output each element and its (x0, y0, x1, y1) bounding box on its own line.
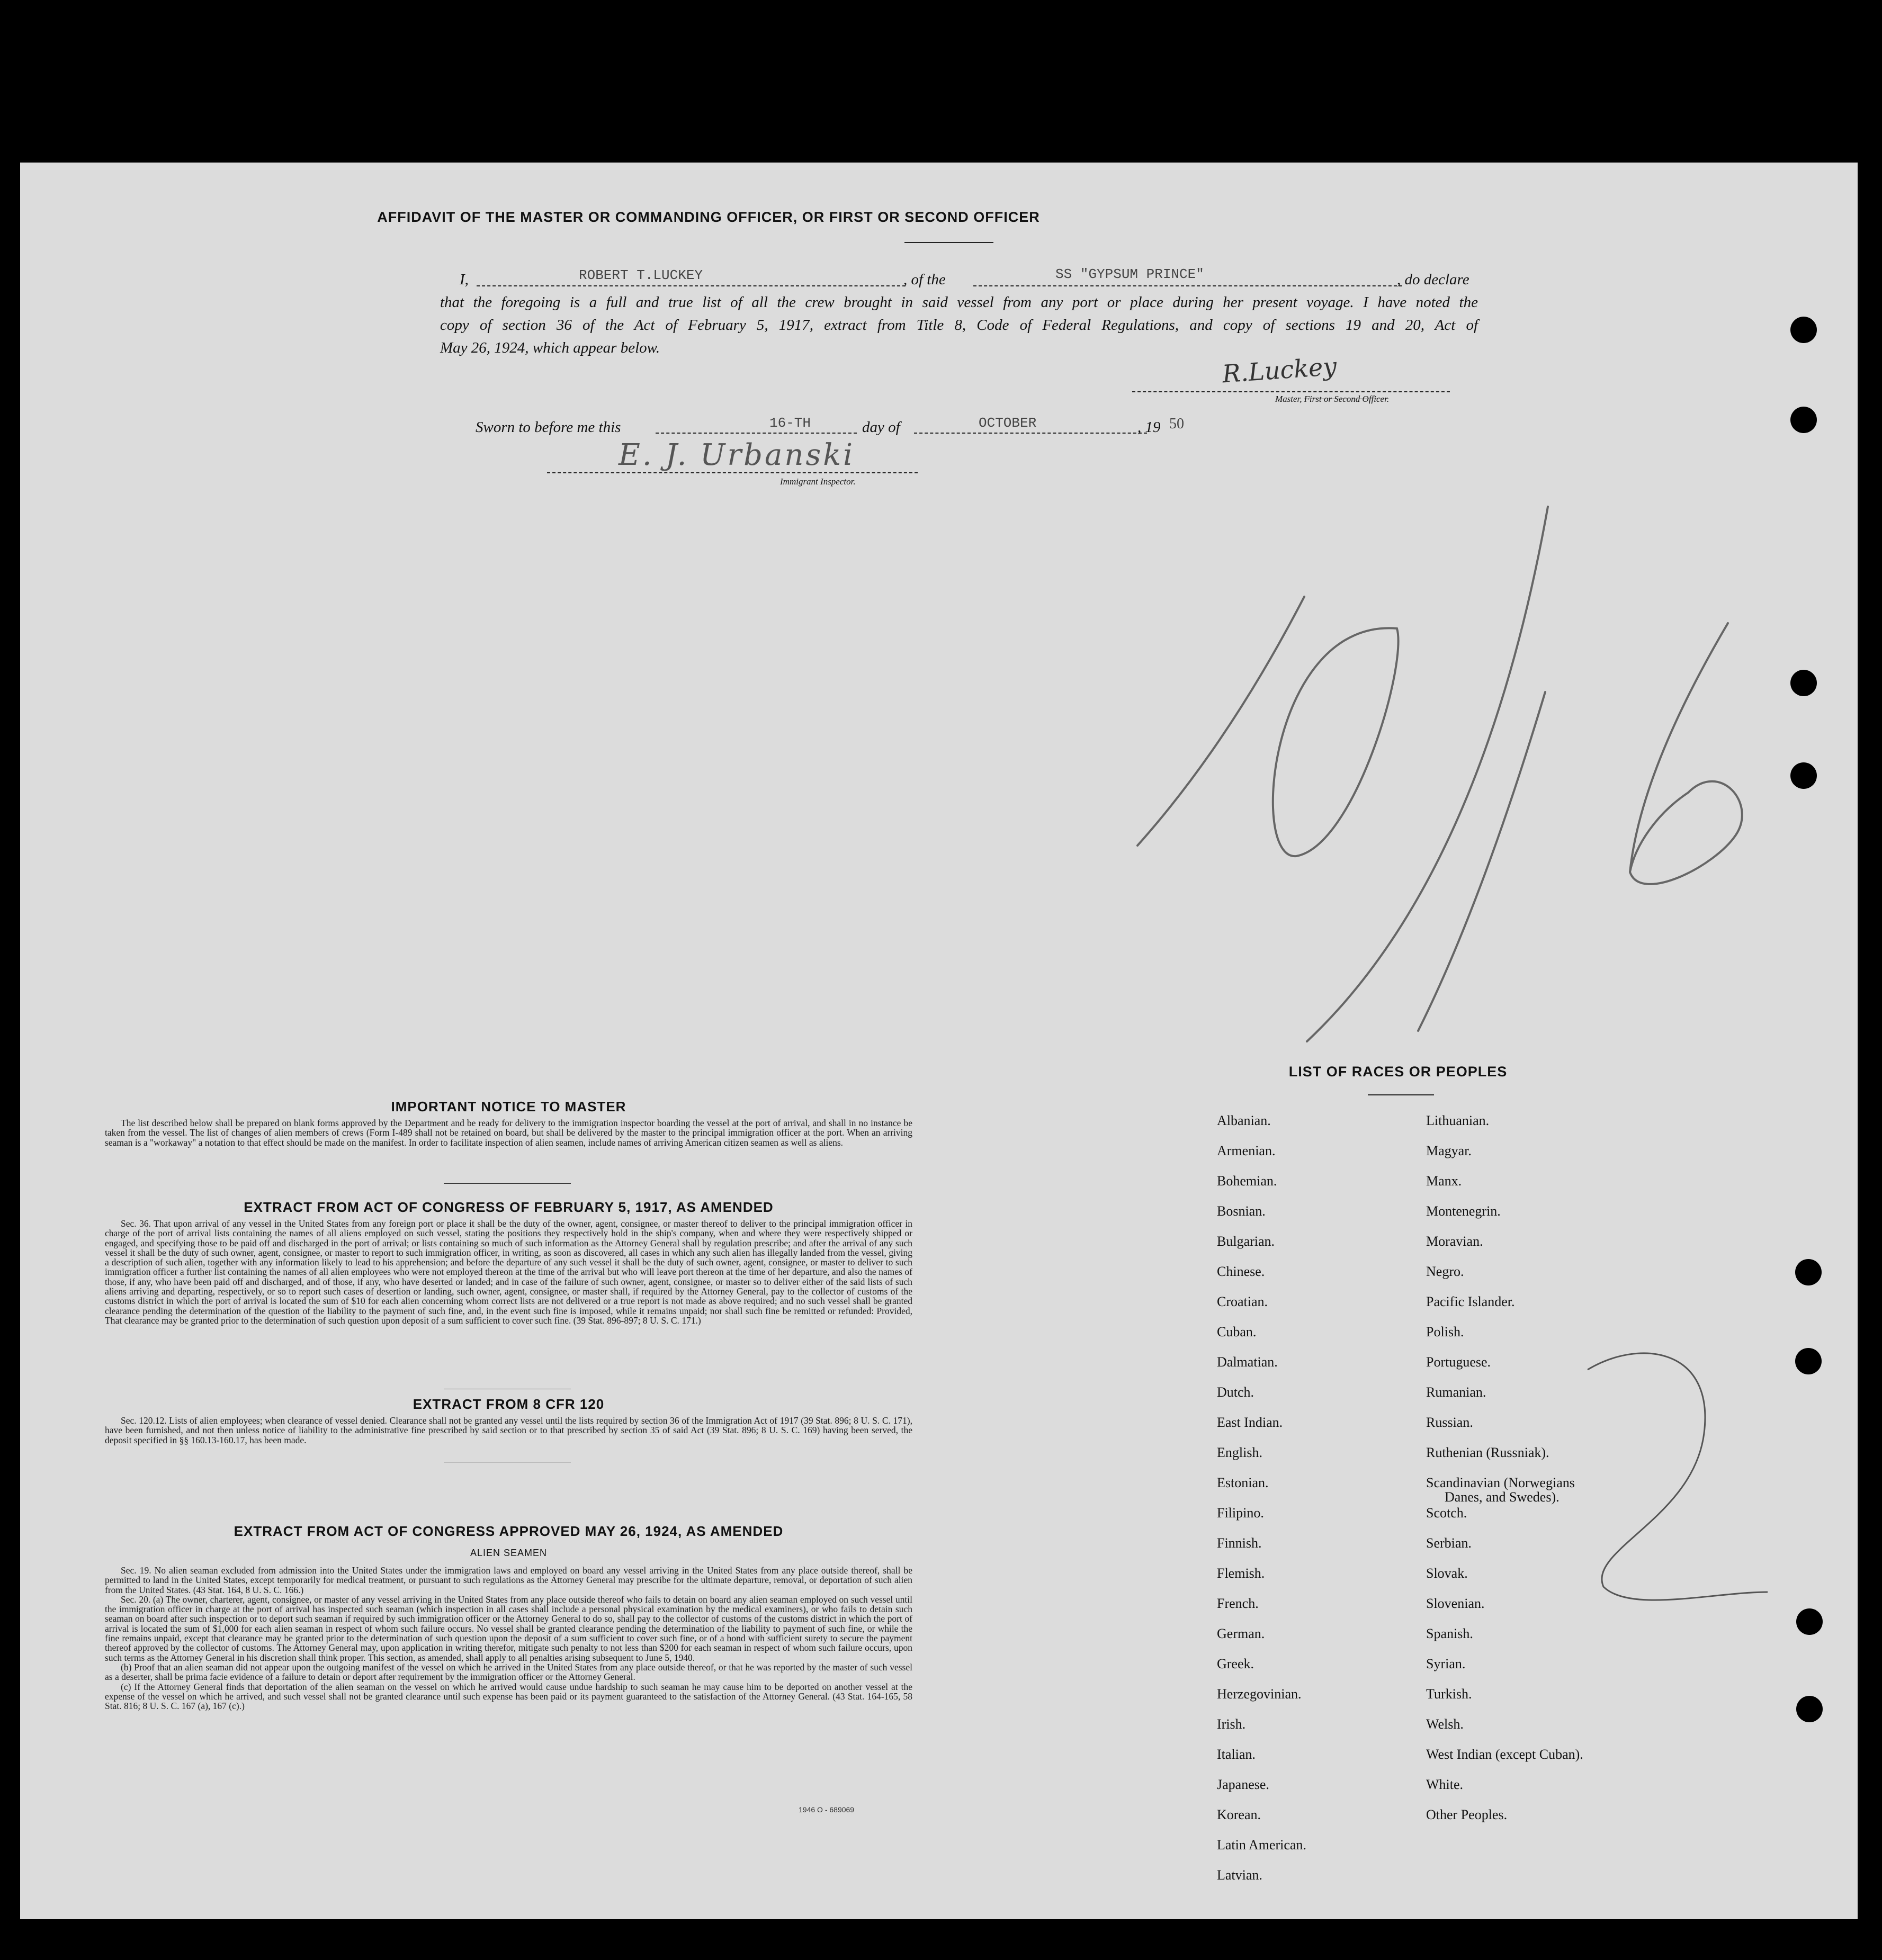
race-item: Finnish. (1217, 1535, 1262, 1551)
notice-rule (444, 1183, 571, 1184)
of-the-label: , of the (903, 271, 946, 288)
pencil-stroke-slash (1307, 507, 1548, 1041)
race-item: Slovenian. (1426, 1596, 1485, 1611)
race-item: Dalmatian. (1217, 1354, 1278, 1370)
race-item: Welsh. (1426, 1716, 1464, 1732)
punch-hole (1796, 1608, 1823, 1635)
race-item: Chinese. (1217, 1264, 1265, 1279)
extract-cfr-text: Sec. 120.12. Lists of alien employees; when clearance of vessel denied. Clearance shall not be granted any vessel until the lists required by section 36 of the Immigration Act of 1917 (39 Stat. 896; 8 U. S. C. 171), have been furnished, and not then unless notice of liability to the administrative fine prescribed by said section or to that prescribed by section 35 of said Act (39 Stat. 896; 8 U. S. C. 169) having been served, the deposit specified in §§ 160.13-160.17, has been made. (105, 1415, 912, 1445)
master-caption-struck: First or Second Officer. (1304, 394, 1390, 404)
notice-block (105, 1118, 912, 1147)
notice-title: IMPORTANT NOTICE TO MASTER (391, 1099, 626, 1114)
race-item: Syrian. (1426, 1656, 1466, 1671)
extract-cfr-block (105, 1416, 912, 1445)
sworn-month: OCTOBER (979, 415, 1037, 431)
day-of-label: day of (862, 419, 900, 436)
punch-hole (1790, 317, 1817, 343)
extract-1917-block (105, 1219, 912, 1325)
extract-1917-title: EXTRACT FROM ACT OF CONGRESS OF FEBRUARY 5, 1917, AS AMENDED (244, 1199, 774, 1215)
race-item: Herzegovinian. (1217, 1686, 1302, 1702)
inspector-caption: Immigrant Inspector. (780, 476, 856, 487)
race-item: French. (1217, 1596, 1259, 1611)
race-item: Pacific Islander. (1426, 1294, 1515, 1309)
race-item: Serbian. (1426, 1535, 1472, 1551)
race-item: Cuban. (1217, 1324, 1257, 1339)
big-pencil-mark (1137, 507, 1742, 1041)
race-item: Turkish. (1426, 1686, 1472, 1702)
vessel-name: SS "GYPSUM PRINCE" (1055, 266, 1204, 282)
punch-hole (1796, 1696, 1823, 1722)
affidavit-title: AFFIDAVIT OF THE MASTER OR COMMANDING OFFICER, OR FIRST OR SECOND OFFICER (377, 209, 1040, 225)
race-item: English. (1217, 1445, 1262, 1460)
race-item: Negro. (1426, 1264, 1464, 1279)
race-item: Manx. (1426, 1173, 1462, 1189)
race-item: Magyar. (1426, 1143, 1472, 1158)
punch-hole (1795, 1259, 1822, 1285)
inspector-signature: E. J. Urbanski (619, 438, 855, 472)
race-item: Ruthenian (Russniak). (1426, 1445, 1549, 1460)
extract-1917-text: Sec. 36. That upon arrival of any vessel in the United States from any foreign port or place it shall be the duty of the owner, agent, consignee, or master thereof to deliver to the principal immigration officer in charge of the port of arrival lists containing the names of all aliens employed on such vessel, stating the positions they respectively hold in the ship's company, when and where they were respectively shipped or engaged, and specifying those to be paid off and discharged in the port of arrival; or lists containing so much of such information as the Attorney General shall by regulation prescribe; and after the arrival of any such vessel it shall be the duty of such owner, agent, consignee, or master to report to such immigration officer, in writing, as soon as discovered, all cases in which any such alien has illegally landed from the vessel, giving a description of such alien, together with any information likely to lead to his apprehension; and before the departure of any such vessel it shall be the duty of such owner, agent, consignee, or master to deliver to such immigration officer a further list containing the names of all alien employees who were not employed thereon at the time of the arrival but who will leave port thereon at the time of her departure, and also the names of those, if any, who have been paid off and discharged, and of those, if any, who have deserted or landed; and in case of the failure of such owner, agent, consignee, or master so to deliver either of the said lists of such aliens arriving and departing, respectively, or so to report such cases of desertion or landing, such owner, agent, consignee, or master shall, if required by the Attorney General, pay to the collector of customs of the customs district in which the port of arrival is located the sum of $10 for each alien concerning whom correct lists are not delivered or a true report is not made as above required; and no such vessel shall be granted clearance pending the determination of the question of the liability to the payment of such fine, and, in the event such fine is imposed, while it remains unpaid; nor shall such fine be remitted or refunded: Provided, That clearance may be granted prior to the determination of such question upon deposit of a sum sufficient to cover such fine. (39 Stat. 896-897; 8 U. S. C. 171.) (105, 1218, 912, 1326)
notice-text: The list described below shall be prepared on blank forms approved by the Department and be ready for delivery to the immigration inspector boarding the vessel at the port of arrival, and shall in no instance be taken from the vessel. The list of changes of alien members of crews (Form I-489 shall not be retained on board, but shall be delivered by the master to the principal immigration officer at the port. When an arriving seaman is a "workaway" a notation to that effect should be made on the manifest. In order to facilitate inspection of alien seamen, include names of arriving American citizen seamen as well as aliens. (105, 1118, 912, 1148)
race-item: Rumanian. (1426, 1384, 1486, 1400)
print-code: 1946 O - 689069 (799, 1805, 855, 1814)
race-item: White. (1426, 1777, 1464, 1792)
race-item: Bohemian. (1217, 1173, 1277, 1189)
race-item: Estonian. (1217, 1475, 1269, 1490)
race-item: Slovak. (1426, 1566, 1468, 1581)
races-title: LIST OF RACES OR PEOPLES (1288, 1064, 1508, 1080)
race-item: Albanian. (1217, 1113, 1271, 1128)
race-item: West Indian (except Cuban). (1426, 1747, 1583, 1762)
master-signature: R.Luckey (1221, 352, 1338, 389)
punch-hole (1790, 762, 1817, 789)
race-item: Russian. (1426, 1415, 1473, 1430)
affidavit-body-line-1: that the foregoing is a full and true list of all the crew brought in said vessel from any port or place during her present voyage. I have noted the (440, 294, 1478, 311)
race-item: Armenian. (1217, 1143, 1276, 1158)
race-item: Lithuanian. (1426, 1113, 1490, 1128)
race-item: Korean. (1217, 1807, 1261, 1822)
race-item: German. (1217, 1626, 1265, 1641)
race-item: Latvian. (1217, 1867, 1262, 1883)
race-item: East Indian. (1217, 1415, 1283, 1430)
master-caption-master: Master, (1275, 394, 1302, 404)
race-item: Filipino. (1217, 1505, 1264, 1521)
race-item: Other Peoples. (1426, 1807, 1508, 1822)
race-item: Bosnian. (1217, 1203, 1266, 1219)
sworn-label: Sworn to before me this (476, 419, 621, 436)
extract-1924-title: EXTRACT FROM ACT OF CONGRESS APPROVED MAY 26, 1924, AS AMENDED (234, 1523, 784, 1539)
affidavit-body-line-2: copy of section 36 of the Act of February 5, 1917, extract from Title 8, Code of Federal Regulations, and copy of sections 19 and 20, Act of (440, 317, 1478, 334)
pencil-stroke-one (1137, 597, 1304, 846)
pencil-stroke-zero (1273, 628, 1399, 856)
extract-1924-sec19: Sec. 19. No alien seaman excluded from admission into the United States under the immigration laws and employed on board any vessel arriving in the United States from any place outside thereof, shall be permitted to land in the United States, except temporarily for medical treatment, or pursuant to such regulations as the Attorney General may prescribe for the ultimate departure, removal, or deportation of such alien from the United States. (43 Stat. 164, 8 U. S. C. 166.) (105, 1565, 912, 1595)
extract-cfr-title: EXTRACT FROM 8 CFR 120 (413, 1396, 605, 1412)
race-item: Spanish. (1426, 1626, 1473, 1641)
pencil-number-two (1588, 1353, 1768, 1600)
extract-1924-subtitle: ALIEN SEAMEN (470, 1548, 548, 1558)
document-page (20, 163, 1858, 1919)
race-item: Italian. (1217, 1747, 1256, 1762)
master-name: ROBERT T.LUCKEY (579, 267, 703, 283)
extract-1924-block (105, 1566, 912, 1711)
pencil-stroke-six (1630, 623, 1742, 884)
race-item: Bulgarian. (1217, 1234, 1275, 1249)
year-prefix: , 19 (1137, 419, 1161, 436)
extract-1924-sec20b: (b) Proof that an alien seaman did not appear upon the outgoing manifest of the vessel on which he arrived in the United States from any place outside thereof, or that he was reported by the master of such vessel as a deserter, shall be prima facie evidence of a failure to detain or deport after requirement by the immigration officer or the Attorney General. (105, 1661, 912, 1683)
punch-hole (1795, 1348, 1822, 1374)
race-item: Danes, and Swedes). (1445, 1489, 1560, 1505)
punch-hole (1790, 670, 1817, 696)
sworn-day: 16-TH (769, 415, 811, 431)
race-item: Scotch. (1426, 1505, 1467, 1521)
race-item: Scandinavian (Norwegians (1426, 1475, 1575, 1490)
race-item: Greek. (1217, 1656, 1254, 1671)
race-item: Polish. (1426, 1324, 1464, 1339)
do-declare-label: , do declare (1397, 271, 1469, 288)
race-item: Portuguese. (1426, 1354, 1491, 1370)
affidavit-body-line-3: May 26, 1924, which appear below. (440, 339, 660, 356)
big-mark-text (1164, 703, 1167, 704)
extract-1924-sec20c: (c) If the Attorney General finds that deportation of the alien seaman on the vessel on which he arrived would cause undue hardship to such seaman he may cause him to be deported on another vessel at the expense of the vessel on which he arrived, and such vessel shall not be granted clearance until such expense has been paid or its payment guaranteed to the satisfaction of the Attorney General. (43 Stat. 164-165, 58 Stat. 816; 8 U. S. C. 167 (a), 167 (c).) (105, 1681, 912, 1712)
extract-1924-sec20a: Sec. 20. (a) The owner, charterer, agent, consignee, or master of any vessel arriving in the United States from any place outside thereof who fails to detain on board any alien seaman employed on such vessel until the immigration officer in charge at the port of arrival has inspected such seaman (which inspection in all cases shall include a personal physical examination by the medical examiners), or who fails to detain such seaman on board after such inspection or to deport such seaman if required by such immigration officer or the Attorney General to do so, shall pay to the collector of customs of the customs district in which the port of arrival is located the sum of $1,000 for each alien seaman in respect of whom such failure occurs. No vessel shall be granted clearance pending the determination of the liability to payment of such fine, or while the fine remains unpaid, except that clearance may be granted prior to the determination of such question upon the deposit of a sum sufficient to cover such fine, or of a bond with sufficient surety to secure the payment thereof approved by the collector of customs. The Attorney General may, upon application in writing therefor, mitigate such penalty to not less than $200 for each seaman in respect of whom such failure occurs, upon such terms as the Attorney General in his discretion shall think proper. This section, as amended, shall apply to all penalties arising subsequent to June 5, 1940. (105, 1594, 912, 1663)
affidavit-i-label: I, (460, 271, 469, 288)
race-item: Moravian. (1426, 1234, 1483, 1249)
sworn-year: 50 (1169, 416, 1184, 432)
punch-hole (1790, 407, 1817, 433)
races-title-rule (1368, 1094, 1434, 1095)
race-item: Montenegrin. (1426, 1203, 1501, 1219)
race-item: Dutch. (1217, 1384, 1254, 1400)
race-item: Irish. (1217, 1716, 1246, 1732)
race-item: Flemish. (1217, 1566, 1265, 1581)
race-item: Latin American. (1217, 1837, 1306, 1853)
race-item: Croatian. (1217, 1294, 1268, 1309)
race-item: Japanese. (1217, 1777, 1269, 1792)
